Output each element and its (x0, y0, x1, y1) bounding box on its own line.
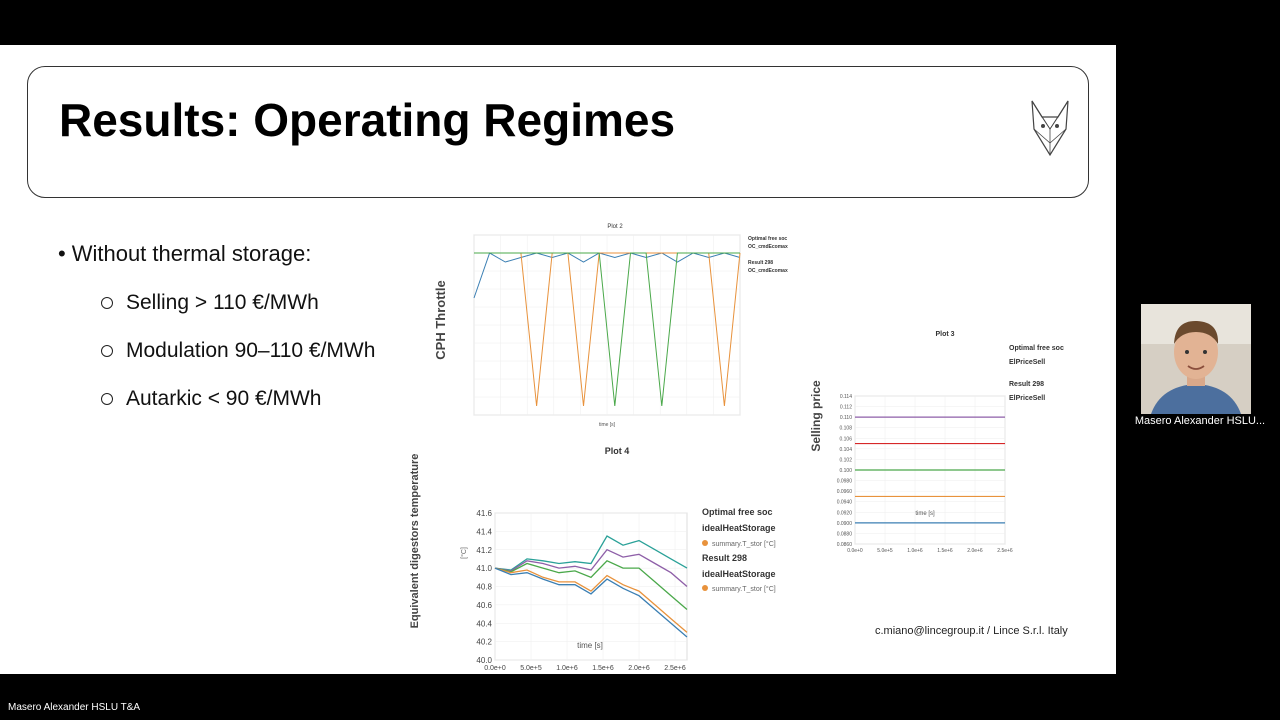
presenter-video-tile[interactable] (1141, 304, 1251, 414)
plot-3-ytick: 0.102 (839, 457, 852, 464)
lynx-logo-icon (1028, 99, 1072, 157)
title-box (27, 66, 1089, 198)
plot-3-chart (805, 328, 1075, 554)
plot-4-legend-entry: idealHeatStorage (702, 569, 776, 579)
plot-4-legend-entry: Result 298 (702, 553, 748, 563)
plot-4-ytick: 40.2 (476, 637, 492, 647)
plot-4-xlabel: time [s] (577, 641, 603, 650)
plot-4-yunit: [°C] (461, 547, 468, 559)
plot-2-legend-1: OC_cmdEcomax (748, 244, 788, 250)
plot-2-title: Plot 2 (607, 224, 623, 230)
plot-4-xtick: 0.0e+0 (484, 665, 506, 672)
sub-bullet-selling: Selling > 110 €/MWh (101, 291, 375, 315)
plot-3-ytick: 0.0960 (836, 489, 852, 496)
plot-3-legend-1: ElPriceSell (1009, 359, 1046, 366)
plot-4-xtick: 1.0e+6 (556, 665, 578, 672)
plot-3-legend-0: Optimal free soc (1009, 345, 1064, 352)
plot-4-ytick: 40.4 (476, 619, 492, 629)
plot-3-ytick: 0.0880 (836, 531, 852, 538)
slide-title: Results: Operating Regimes (59, 94, 676, 146)
plot-3-ytick: 0.112 (839, 404, 852, 411)
plot-3-xtick: 1.5e+6 (937, 548, 953, 554)
plot-3-legend-2: Result 298 (1009, 381, 1045, 388)
plot-3-ytick: 0.0920 (836, 510, 852, 517)
footer-contact: c.miano@lincegroup.it / Lince S.r.l. Italy (875, 625, 1068, 637)
plot-4-ylabel-text: Equivalent digestors temperature (409, 453, 421, 629)
plot-2-legend-2: Result 298 (748, 260, 774, 266)
plot-4-ytick: 41.2 (476, 545, 492, 555)
plot-4-xtick: 1.5e+6 (592, 665, 614, 672)
plot-3-ytick: 0.104 (839, 446, 852, 453)
plot-3-legend-3: ElPriceSell (1009, 395, 1046, 402)
active-speaker-caption: Masero Alexander HSLU T&A (8, 702, 141, 713)
plot-4-xtick: 2.5e+6 (664, 665, 686, 672)
plot-2-xlabel: time [s] (598, 422, 616, 428)
presentation-slide (0, 45, 1116, 674)
plot-2-ylabel: CPH Throttle (433, 280, 448, 360)
presenter-avatar (1141, 304, 1251, 414)
plot-4-ytick: 40.8 (476, 582, 492, 592)
plot-3-ytick: 0.108 (839, 425, 852, 432)
plot-3-xtick: 1.0e+6 (907, 548, 923, 554)
plot-3-ytick: 0.0900 (836, 520, 852, 527)
plot-4-ytick: 41.0 (476, 564, 492, 574)
plot-3-xtick: 2.5e+6 (997, 548, 1013, 554)
plot-4-legend-entry: Optimal free soc (702, 507, 773, 517)
plot-4-xtick: 2.0e+6 (628, 665, 650, 672)
plot-4-title: Plot 4 (604, 446, 630, 456)
plot-3-xtick: 0.0e+0 (847, 548, 863, 554)
plot-3-ytick: 0.0980 (836, 478, 852, 485)
plot-3-ylabel: Selling price (809, 380, 823, 452)
plot-4-legend-entry: summary.T_stor [°C] (712, 541, 776, 548)
plot-4-legend-entry: summary.T_stor [°C] (712, 586, 776, 593)
sub-bullet-autarkic: Autarkic < 90 €/MWh (101, 387, 375, 411)
presenter-tile-name: Masero Alexander HSLU... (1134, 415, 1266, 427)
plot-2-legend-0: Optimal free soc (748, 236, 788, 242)
plot-3-ytick: 0.0940 (836, 499, 852, 506)
plot-4-legend-entry: idealHeatStorage (702, 523, 776, 533)
plot-3-title: Plot 3 (935, 331, 955, 338)
plot-4-ytick: 40.6 (476, 600, 492, 610)
plot-4-ytick: 41.4 (476, 527, 492, 537)
plot-4-legend-marker (702, 540, 708, 546)
plot-3-ytick: 0.114 (839, 394, 852, 400)
plot-4-ytick: 41.6 (476, 509, 492, 518)
plot-4-chart (400, 443, 820, 672)
plot-3-xtick: 5.0e+5 (877, 548, 893, 554)
sub-bullet-modulation: Modulation 90–110 €/MWh (101, 339, 375, 363)
plot-4-ytick: 40.0 (476, 656, 492, 665)
bullet-main: • Without thermal storage: (58, 241, 312, 266)
plot-3-ytick: 0.110 (839, 415, 852, 422)
plot-2-legend-3: OC_cmdEcomax (748, 268, 788, 274)
plot-4-xtick: 5.0e+5 (520, 665, 542, 672)
plot-4-ylabel (409, 454, 421, 629)
plot-4-legend-marker (702, 585, 708, 591)
plot-4-series-line (495, 568, 687, 637)
plot-2-chart (430, 220, 800, 430)
plot-3-ytick: 0.100 (839, 468, 852, 474)
plot-3-xtick: 2.0e+6 (967, 548, 983, 554)
plot-3-ytick: 0.106 (839, 436, 852, 443)
bullet-list (58, 241, 375, 435)
plot-3-ytick: 0.0860 (836, 542, 852, 548)
plot-3-xlabel: time [s] (915, 511, 935, 517)
